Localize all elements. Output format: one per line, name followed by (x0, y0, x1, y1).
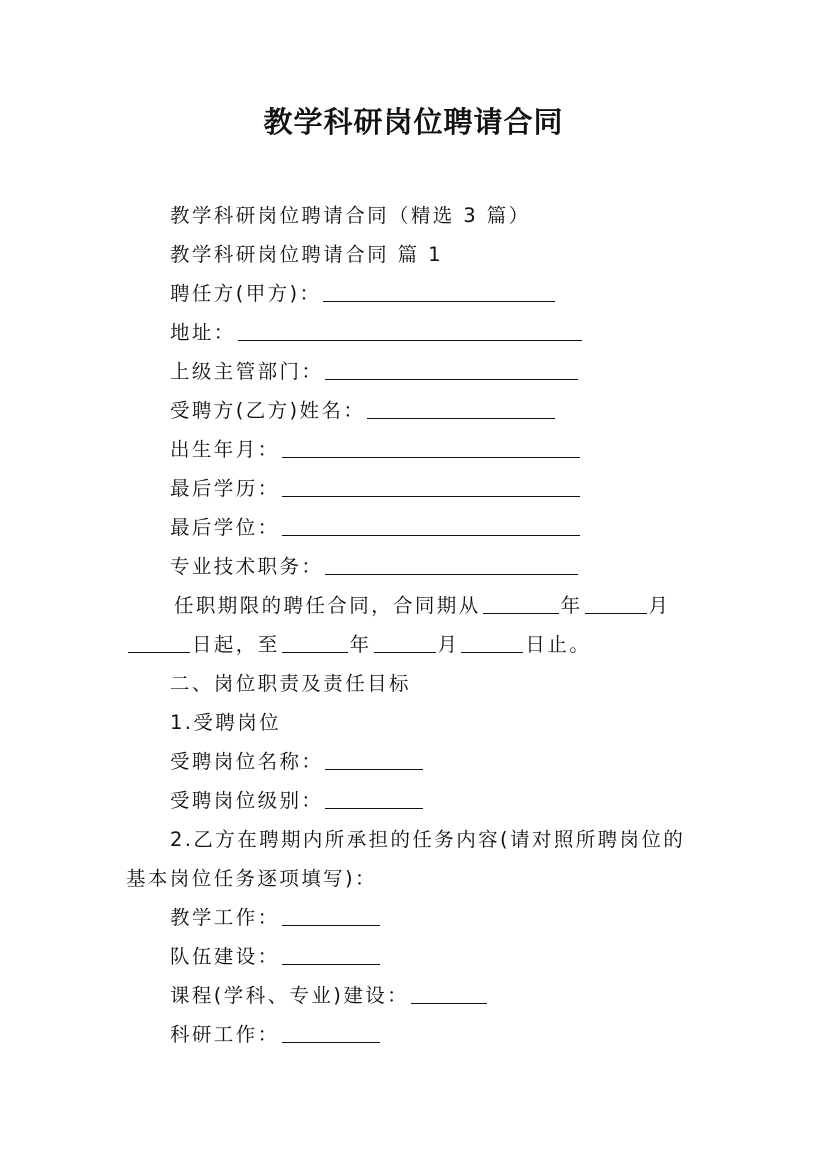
degree-line (170, 512, 582, 540)
subsection-2-line-2 (126, 863, 377, 891)
start-day-blank (128, 634, 190, 653)
employer-line (170, 278, 557, 306)
end-month-label: 月 (437, 633, 460, 656)
subsection-1 (170, 707, 281, 735)
employer-label: 聘任方(甲方)： (170, 282, 322, 305)
curriculum-line (170, 980, 489, 1008)
end-day-label: 日止。 (525, 633, 592, 656)
post-name-blank (325, 751, 423, 770)
subtitle-selection (170, 200, 531, 228)
end-year-blank (282, 634, 348, 653)
post-level-label: 受聘岗位级别： (170, 789, 324, 812)
research-work-label: 科研工作： (170, 1023, 280, 1046)
post-level-line (170, 785, 425, 813)
post-name-label: 受聘岗位名称： (170, 750, 324, 773)
education-line (170, 473, 582, 501)
start-year-blank (483, 595, 559, 614)
birth-date-line (170, 434, 582, 462)
document-title: 教学科研岗位聘请合同 (263, 105, 564, 139)
section-two-heading (170, 668, 411, 696)
address-blank (238, 322, 582, 341)
post-name-line (170, 746, 425, 774)
employee-name-label: 受聘方(乙方)姓名： (170, 399, 366, 422)
subtitle-text: 教学科研岗位聘请合同（精选 3 篇） (170, 204, 531, 227)
teaching-work-line (170, 902, 382, 930)
term-intro-text: 任职期限的聘任合同，合同期从 (174, 594, 481, 617)
month-label: 月 (648, 594, 671, 617)
research-work-blank (282, 1024, 380, 1043)
section-heading-text: 教学科研岗位聘请合同 篇 1 (170, 243, 443, 266)
supervisor-dept-label: 上级主管部门： (170, 360, 324, 383)
degree-label: 最后学位： (170, 516, 280, 539)
employee-name-line (170, 395, 557, 423)
year-label: 年 (560, 594, 583, 617)
end-month-blank (374, 634, 436, 653)
research-work-line (170, 1019, 382, 1047)
address-line (170, 317, 584, 345)
degree-blank (282, 517, 580, 536)
employee-name-blank (367, 400, 555, 419)
curriculum-label: 课程(学科、专业)建设： (170, 984, 410, 1007)
subsection-2-text: 2.乙方在聘期内所承担的任务内容(请对照所聘岗位的 (170, 828, 686, 851)
post-level-blank (325, 790, 423, 809)
section-two-text: 二、岗位职责及责任目标 (170, 672, 411, 695)
team-building-label: 队伍建设： (170, 945, 280, 968)
teaching-work-blank (282, 907, 380, 926)
subsection-2-line-1 (170, 824, 685, 852)
team-building-line (170, 941, 382, 969)
end-day-blank (461, 634, 523, 653)
subsection-1-text: 1.受聘岗位 (170, 711, 282, 734)
address-label: 地址： (170, 321, 236, 344)
term-line-2 (126, 629, 591, 657)
teaching-work-label: 教学工作： (170, 906, 280, 929)
title-rank-blank (325, 556, 578, 575)
supervisor-dept-blank (325, 361, 578, 380)
subsection-2-continued: 基本岗位任务逐项填写)： (126, 867, 377, 890)
education-label: 最后学历： (170, 477, 280, 500)
education-blank (282, 478, 580, 497)
birth-date-blank (282, 439, 580, 458)
start-month-blank (585, 595, 647, 614)
curriculum-blank (411, 985, 487, 1004)
team-building-blank (282, 946, 380, 965)
employer-blank (323, 283, 555, 302)
title-rank-label: 专业技术职务： (170, 555, 324, 578)
birth-date-label: 出生年月： (170, 438, 280, 461)
term-to-text: 日起，至 (192, 633, 280, 656)
title-rank-line (170, 551, 580, 579)
supervisor-dept-line (170, 356, 580, 384)
end-year-label: 年 (349, 633, 372, 656)
section-heading-part1 (170, 239, 443, 267)
term-line-1 (174, 590, 670, 618)
